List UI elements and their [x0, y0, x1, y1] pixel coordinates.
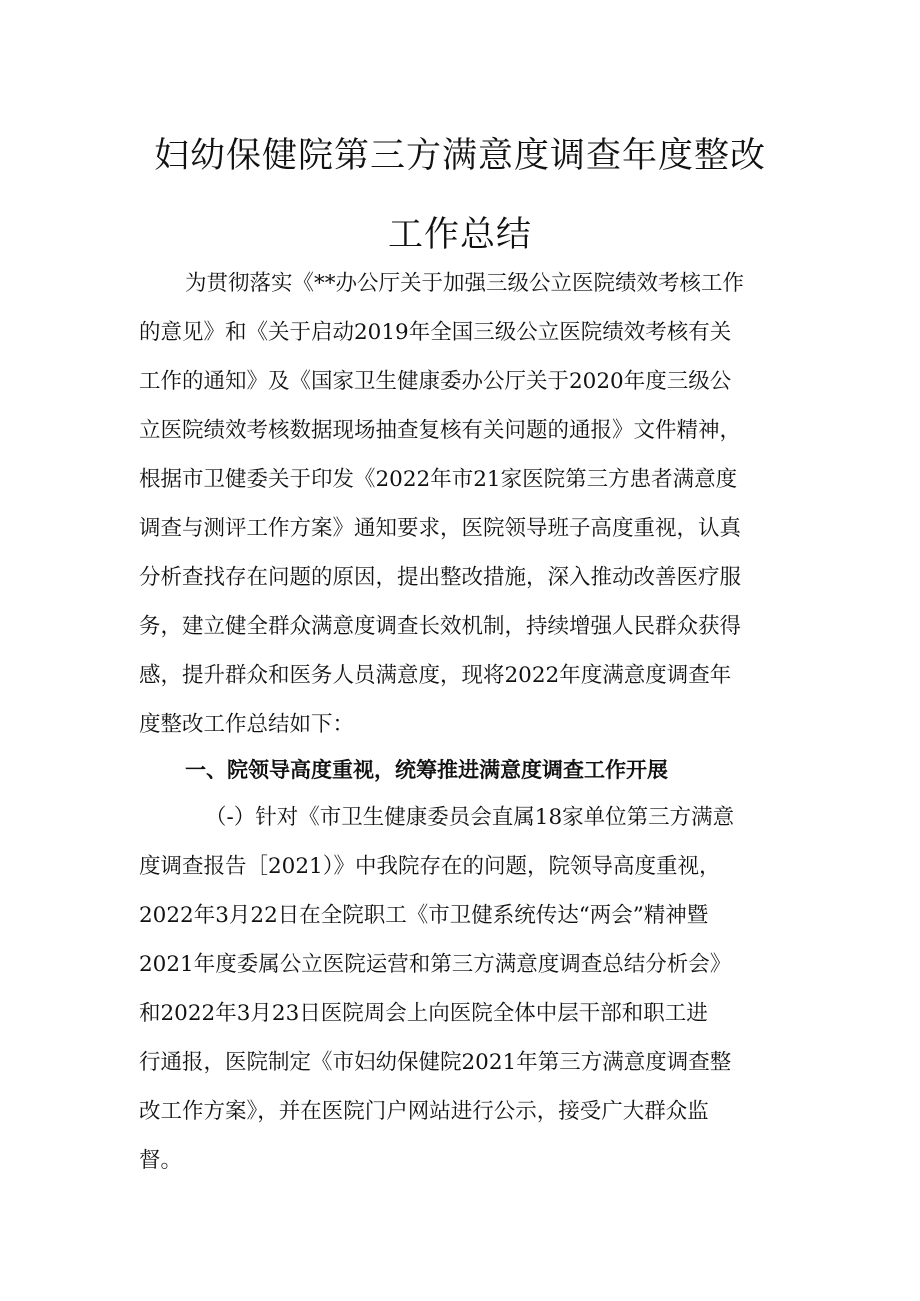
document-title-line-1: 妇幼保健院第三方满意度调查年度整改 — [153, 136, 766, 176]
paragraph-1-line: 调查与测评工作方案》通知要求，医院领导班子高度重视，认真 — [139, 516, 742, 541]
paragraph-1-line: 务，建立健全群众满意度调查长效机制，持续增强人民群众获得 — [139, 614, 742, 639]
paragraph-2-line: 改工作方案》，并在医院门户网站进行公示，接受广大群众监 — [139, 1099, 709, 1124]
paragraph-2-line: （-）针对《市卫生健康委员会直属18家单位第三方满意 — [205, 805, 735, 830]
paragraph-1-line: 为贯彻落实《**办公厅关于加强三级公立医院绩效考核工作 — [185, 271, 745, 296]
paragraph-1-line: 工作的通知》及《国家卫生健康委办公厅关于2020年度三级公 — [139, 369, 732, 394]
paragraph-1-line: 度整改工作总结如下： — [139, 712, 355, 737]
paragraph-2-line: 2021年度委属公立医院运营和第三方满意度调查总结分析会》 — [139, 952, 732, 977]
paragraph-2-line: 和2022年3月23日医院周会上向医院全体中层干部和职工进 — [139, 1001, 708, 1026]
paragraph-1-line: 分析查找存在问题的原因，提出整改措施，深入推动改善医疗服 — [139, 565, 742, 590]
paragraph-2-line: 行通报，医院制定《市妇幼保健院2021年第三方满意度调查整 — [139, 1050, 732, 1075]
paragraph-1-line: 感，提升群众和医务人员满意度，现将2022年度满意度调查年 — [139, 663, 732, 688]
paragraph-2-line: 督。 — [139, 1148, 183, 1173]
document-title-line-2: 工作总结 — [387, 215, 532, 255]
paragraph-1-line: 的意见》和《关于启动2019年全国三级公立医院绩效考核有关 — [139, 320, 732, 345]
paragraph-1-line: 根据市卫健委关于印发《2022年市21家医院第三方患者满意度 — [139, 467, 738, 492]
section-1-heading: 一、院领导高度重视，统筹推进满意度调查工作开展 — [185, 758, 668, 782]
paragraph-1-line: 立医院绩效考核数据现场抽查复核有关问题的通报》文件精神， — [139, 418, 742, 443]
paragraph-2-line: 2022年3月22日在全院职工《市卫健系统传达“两会”精神暨 — [139, 903, 709, 928]
paragraph-2-line: 度调查报告［2021）》中我院存在的问题，院领导高度重视， — [139, 854, 721, 879]
